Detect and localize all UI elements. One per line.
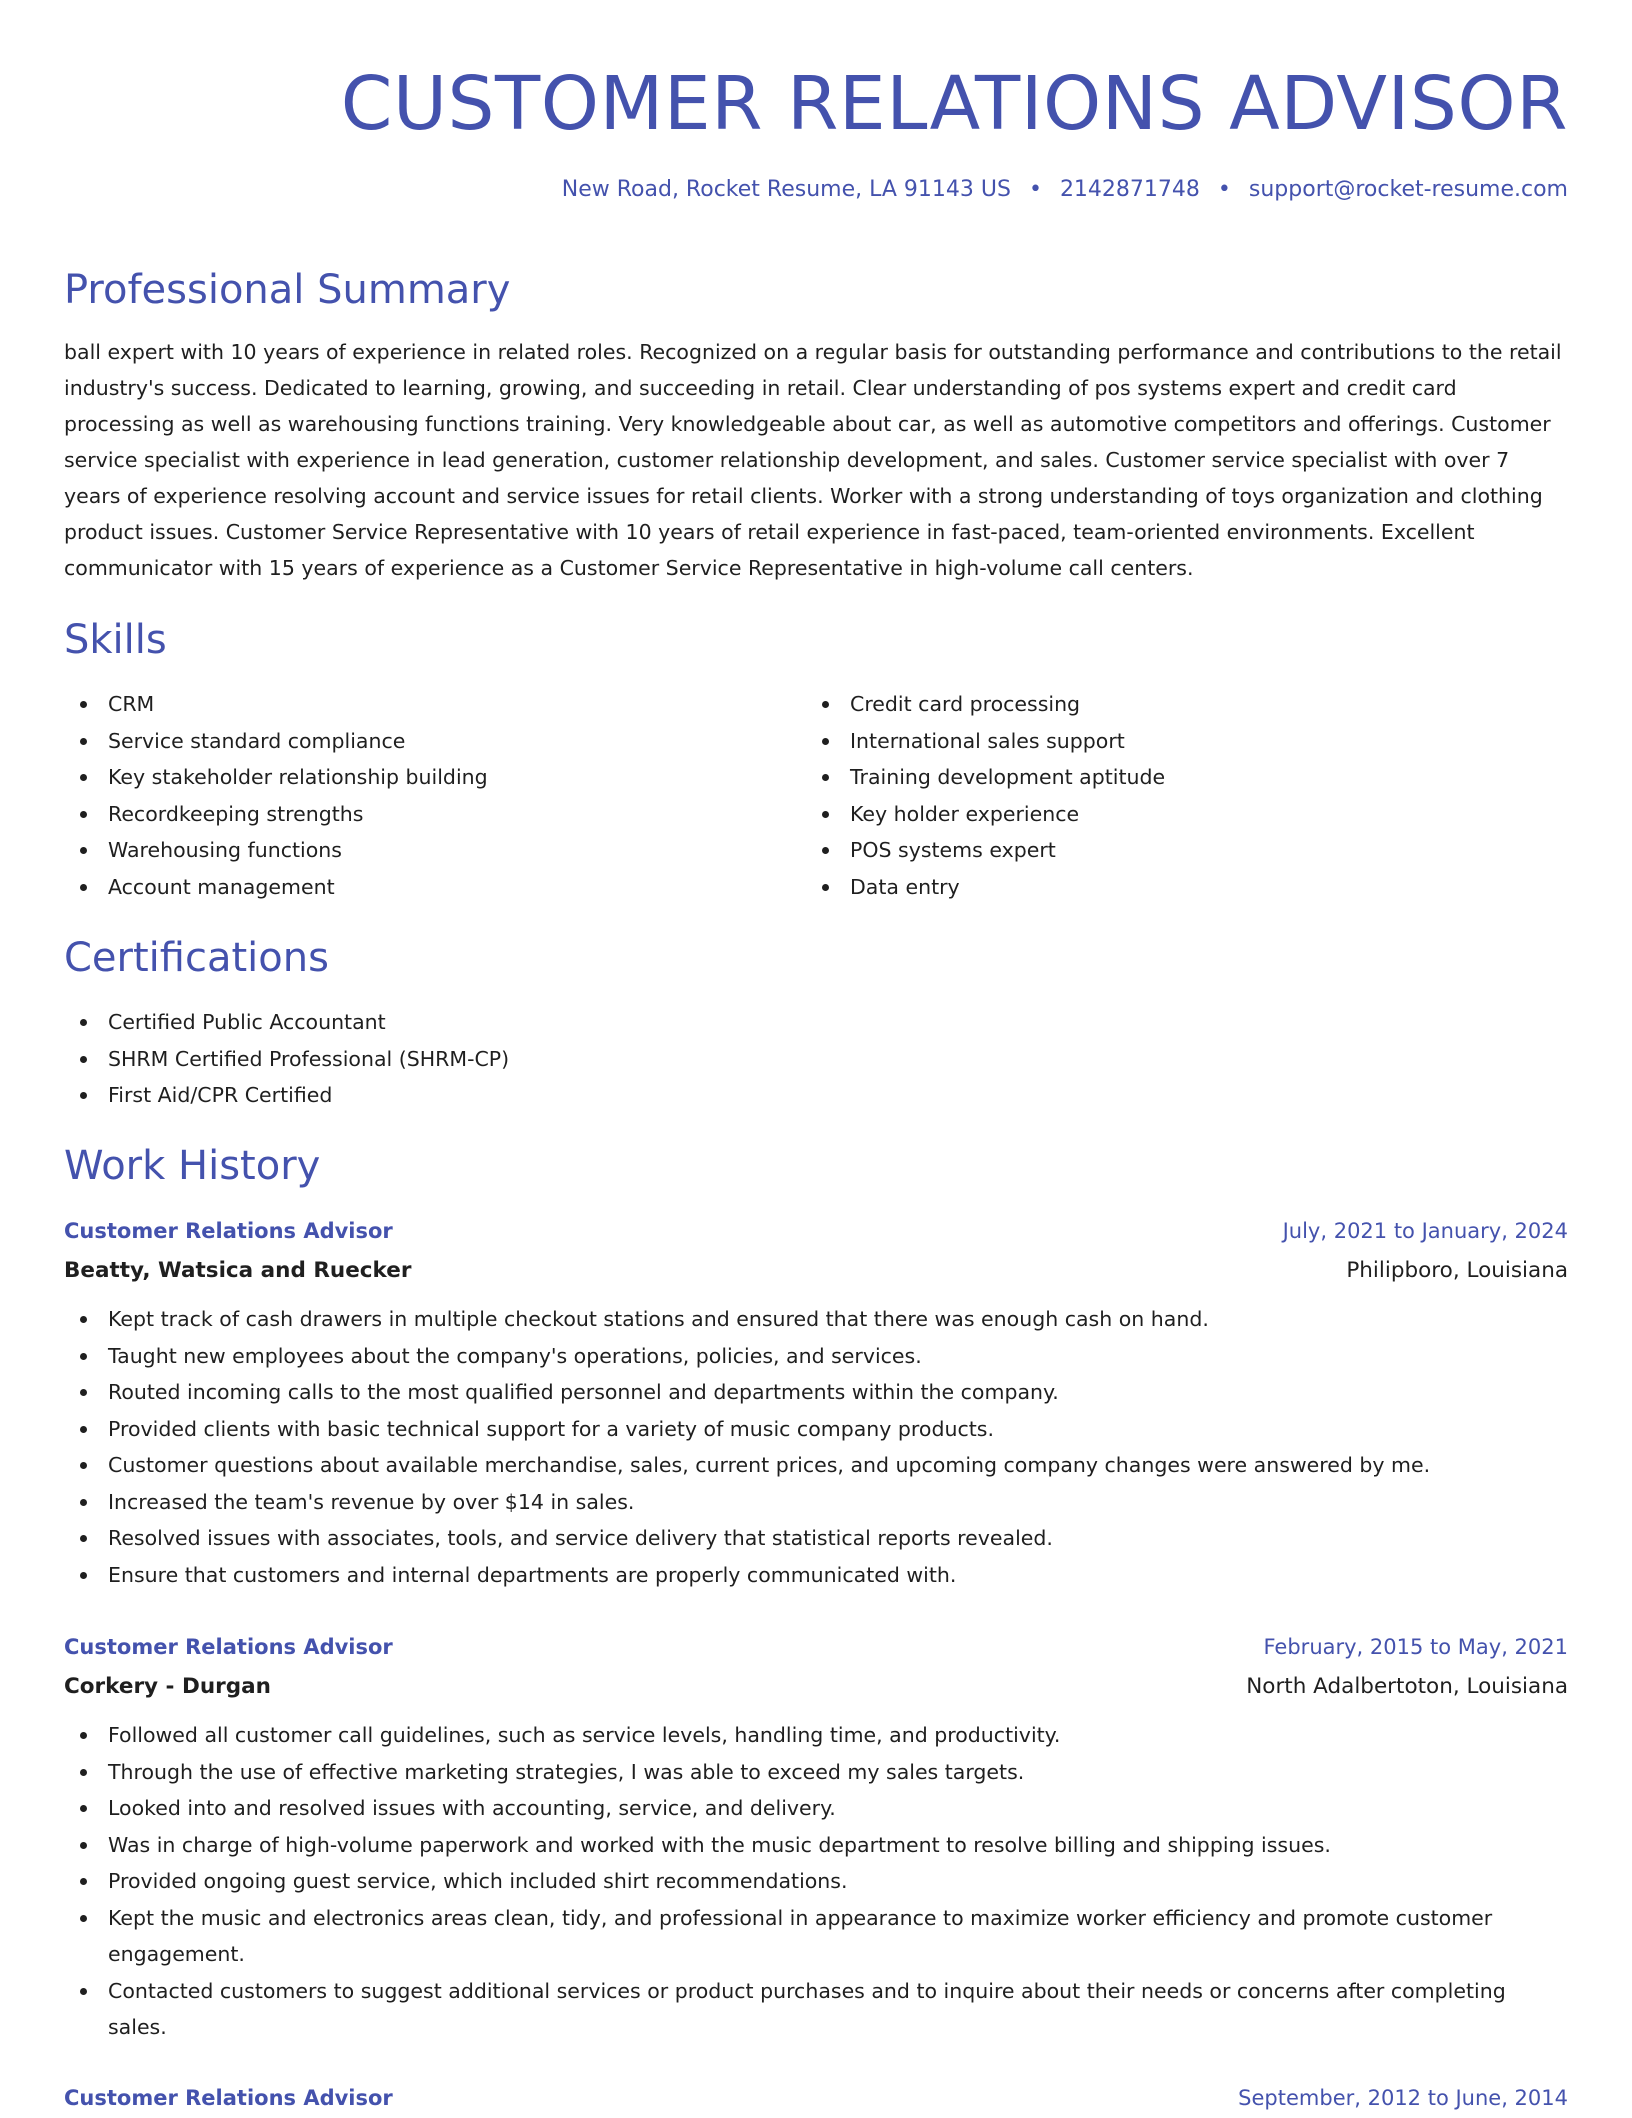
certifications-list bbox=[64, 1004, 1568, 1114]
skill-item: POS systems expert bbox=[806, 832, 1548, 869]
skill-item: Account management bbox=[64, 869, 806, 906]
job-company-row bbox=[64, 1251, 1568, 1291]
job-duty: Ensure that customers and internal departments are properly communicated with. bbox=[64, 1557, 1568, 1594]
job-title: Customer Relations Advisor bbox=[64, 2086, 393, 2110]
job-title: Customer Relations Advisor bbox=[64, 1635, 393, 1659]
resume-title: CUSTOMER RELATIONS ADVISOR bbox=[340, 61, 1568, 147]
skill-item: Data entry bbox=[806, 869, 1548, 906]
contact-address: New Road, Rocket Resume, LA 91143 US bbox=[561, 177, 1011, 202]
job-company: Beatty, Watsica and Ruecker bbox=[64, 1258, 412, 1283]
skill-item: Recordkeeping strengths bbox=[64, 796, 806, 833]
job-duty: Through the use of effective marketing strategies, I was able to exceed my sales targets. bbox=[64, 1754, 1568, 1791]
skill-item: International sales support bbox=[806, 723, 1548, 760]
certification-item: SHRM Certified Professional (SHRM-CP) bbox=[64, 1041, 1568, 1078]
job-duty: Was in charge of high-volume paperwork and worked with the music department to resolve billing and shipping issues. bbox=[64, 1827, 1568, 1864]
skill-item: Key holder experience bbox=[806, 796, 1548, 833]
skill-item: Warehousing functions bbox=[64, 832, 806, 869]
job-company-row bbox=[64, 1667, 1568, 1707]
job-duty: Increased the team's revenue by over $14 in sales. bbox=[64, 1484, 1568, 1521]
certification-item: Certified Public Accountant bbox=[64, 1004, 1568, 1041]
job-duty: Kept the music and electronics areas clean, tidy, and professional in appearance to maximize worker efficiency and promote customer engagement. bbox=[64, 1900, 1568, 1973]
job-duties-list bbox=[64, 1301, 1568, 1593]
job-title-row bbox=[64, 1627, 1568, 1667]
contact-line bbox=[64, 174, 1568, 206]
work-history-heading: Work History bbox=[64, 1143, 321, 1189]
job-entry bbox=[64, 1211, 1568, 1593]
job-duty: Resolved issues with associates, tools, and service delivery that statistical reports revealed. bbox=[64, 1520, 1568, 1557]
job-duty: Looked into and resolved issues with accounting, service, and delivery. bbox=[64, 1790, 1568, 1827]
job-duty: Customer questions about available merchandise, sales, current prices, and upcoming company changes were answered by me. bbox=[64, 1447, 1568, 1484]
certification-item: First Aid/CPR Certified bbox=[64, 1077, 1568, 1114]
job-title-row bbox=[64, 1211, 1568, 1251]
job-duty: Taught new employees about the company's operations, policies, and services. bbox=[64, 1338, 1568, 1375]
skill-item: Service standard compliance bbox=[64, 723, 806, 760]
job-entry bbox=[64, 2078, 1568, 2118]
job-title: Customer Relations Advisor bbox=[64, 1219, 393, 1243]
skills-list-right bbox=[806, 686, 1548, 905]
job-company: Corkery - Durgan bbox=[64, 1674, 271, 1699]
certifications-heading: Certifications bbox=[64, 935, 329, 981]
job-entry bbox=[64, 1627, 1568, 2046]
skills-columns bbox=[64, 686, 1568, 905]
job-duty: Routed incoming calls to the most qualified personnel and departments within the company. bbox=[64, 1374, 1568, 1411]
job-duty: Provided ongoing guest service, which included shirt recommendations. bbox=[64, 1863, 1568, 1900]
skill-item: CRM bbox=[64, 686, 806, 723]
job-location: North Adalbertoton, Louisiana bbox=[1246, 1674, 1568, 1699]
job-duty: Provided clients with basic technical support for a variety of music company products. bbox=[64, 1411, 1568, 1448]
job-duty: Followed all customer call guidelines, such as service levels, handling time, and productivity. bbox=[64, 1717, 1568, 1754]
contact-separator: • bbox=[1217, 177, 1231, 202]
resume-page bbox=[64, 0, 1568, 2110]
job-dates: February, 2015 to May, 2021 bbox=[1263, 1635, 1568, 1659]
skills-list-left bbox=[64, 686, 806, 905]
contact-email[interactable]: support@rocket-resume.com bbox=[1248, 177, 1568, 202]
skills-heading: Skills bbox=[64, 617, 167, 663]
job-title-row bbox=[64, 2078, 1568, 2118]
summary-text: ball expert with 10 years of experience in related roles. Recognized on a regular basis for outstanding performance and contributions to the retail industry's success. Dedicated to learning, growing, and succeeding in retail. Clear understanding of pos systems expert and credit card processing as well as warehousing functions training. Very knowledgeable about car, as well as automotive competitors and offerings. Customer service specialist with experience in lead generation, customer relationship development, and sales. Customer service specialist with over 7 years of experience resolving account and service issues for retail clients. Worker with a strong understanding of toys organization and clothing product issues. Customer Service Representative with 10 years of retail experience in fast-paced, team-oriented environments. Excellent communicator with 15 years of experience as a Customer Service Representative in high-volume call centers. bbox=[64, 340, 1562, 580]
job-dates: September, 2012 to June, 2014 bbox=[1238, 2086, 1568, 2110]
skill-item: Training development aptitude bbox=[806, 759, 1548, 796]
job-duties-list bbox=[64, 1717, 1568, 2046]
summary-heading: Professional Summary bbox=[64, 267, 511, 313]
job-duty: Contacted customers to suggest additional services or product purchases and to inquire about their needs or concerns after completing sales. bbox=[64, 1973, 1568, 2046]
skill-item: Key stakeholder relationship building bbox=[64, 759, 806, 796]
job-duty: Kept track of cash drawers in multiple checkout stations and ensured that there was enough cash on hand. bbox=[64, 1301, 1568, 1338]
contact-phone: 2142871748 bbox=[1059, 177, 1200, 202]
job-location: Philipboro, Louisiana bbox=[1346, 1258, 1568, 1283]
job-dates: July, 2021 to January, 2024 bbox=[1282, 1219, 1568, 1243]
contact-separator: • bbox=[1028, 177, 1042, 202]
skill-item: Credit card processing bbox=[806, 686, 1548, 723]
